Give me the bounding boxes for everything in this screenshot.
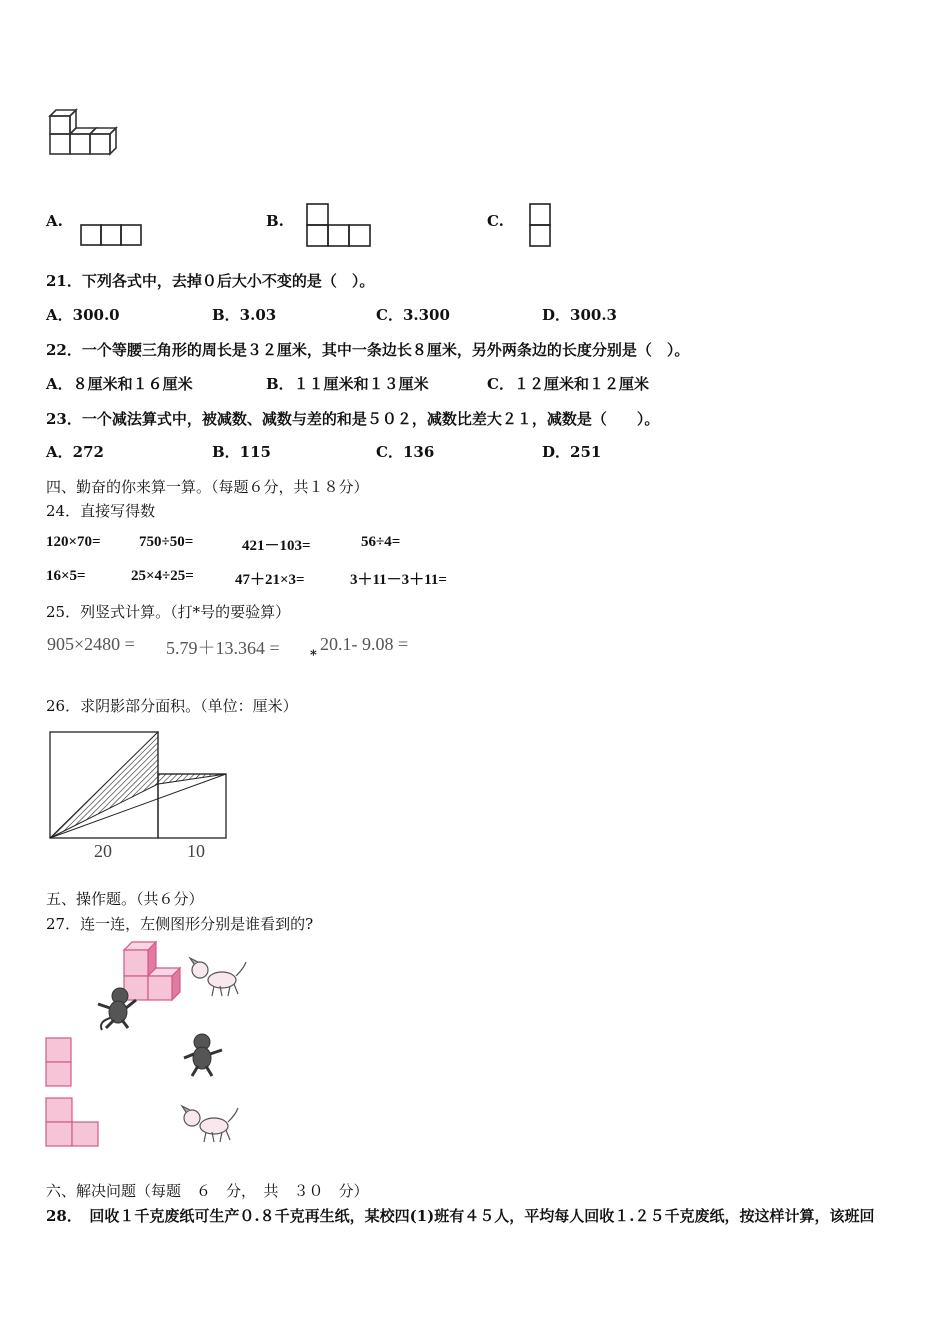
q24-title: 24．直接写得数	[46, 502, 156, 520]
q22-option-a: A．８厘米和１６厘米	[46, 375, 193, 393]
q24-item: 16×5=	[46, 568, 86, 584]
q22-option-c: C．１２厘米和１２厘米	[487, 375, 649, 393]
q24-item: 25×4÷25=	[131, 568, 194, 584]
option-c-figure	[529, 203, 553, 249]
monkey-icon	[92, 986, 140, 1032]
q21-option-b: B．3.03	[212, 306, 277, 324]
q24-item: 421－103=	[242, 538, 311, 554]
dog-icon	[180, 1102, 242, 1146]
q23-option-a: A．272	[46, 443, 104, 461]
label-10: 10	[187, 841, 205, 861]
q23-option-d: D．251	[542, 443, 602, 461]
q23-question: 23．一个减法算式中，被减数、减数与差的和是５０２，减数比差大２１，减数是（ ）。	[46, 410, 660, 428]
monkey-icon	[180, 1032, 228, 1078]
q24-item: 56÷4=	[361, 534, 401, 550]
label-20: 20	[94, 841, 112, 861]
shaded-area-figure	[44, 726, 234, 866]
cube-stack-figure	[44, 104, 124, 160]
q23-option-c: C．136	[376, 443, 435, 461]
option-a-figure	[80, 224, 144, 248]
option-a-label: A.	[46, 212, 63, 230]
q27-title: 27．连一连，左侧图形分别是谁看到的?	[46, 915, 314, 933]
view-two-stacked	[44, 1036, 74, 1088]
q21-option-d: D．300.3	[542, 306, 617, 324]
view-l-shape	[44, 1096, 100, 1148]
dog-icon	[188, 956, 250, 1000]
verify-star: *	[310, 648, 317, 663]
q25-title: 25．列竖式计算。（打*号的要验算）	[46, 603, 291, 621]
q21-option-a: A．300.0	[46, 306, 120, 324]
q26-title: 26．求阴影部分面积。（单位：厘米）	[46, 697, 298, 715]
q28-text: 28． 回收１千克废纸可生产０.８千克再生纸，某校四(1)班有４５人，平均每人回收１.２５千克废纸，按这样计算，该班回	[46, 1207, 875, 1225]
q23-option-b: B．115	[212, 443, 271, 461]
q24-item: 3＋11－3＋11=	[350, 572, 447, 588]
q22-option-b: B．１１厘米和１３厘米	[266, 375, 429, 393]
q24-item: 47＋21×3=	[235, 572, 305, 588]
q21-question: 21．下列各式中，去掉０后大小不变的是（ ）。	[46, 272, 375, 290]
q22-question: 22．一个等腰三角形的周长是３２厘米，其中一条边长８厘米，另外两条边的长度分别是（ ）。	[46, 341, 690, 359]
option-c-label: C.	[487, 212, 504, 230]
section-4-title: 四、勤奋的你来算一算。（每题６分，共１８分）	[46, 478, 369, 496]
section-5-title: 五、操作题。（共６分）	[46, 890, 204, 908]
option-b-label: B.	[266, 212, 284, 230]
q25-expr-3: 20.1- 9.08 =	[320, 634, 409, 654]
q21-option-c: C．3.300	[376, 306, 450, 324]
q24-item: 120×70=	[46, 534, 101, 550]
q24-item: 750÷50=	[139, 534, 194, 550]
section-6-title: 六、解决问题（每题 ６ 分， 共 ３０ 分）	[46, 1182, 369, 1200]
option-b-figure	[306, 203, 374, 249]
q25-expr-2: 5.79＋13.364 =	[166, 638, 280, 658]
q25-expr-1: 905×2480 =	[47, 634, 135, 654]
